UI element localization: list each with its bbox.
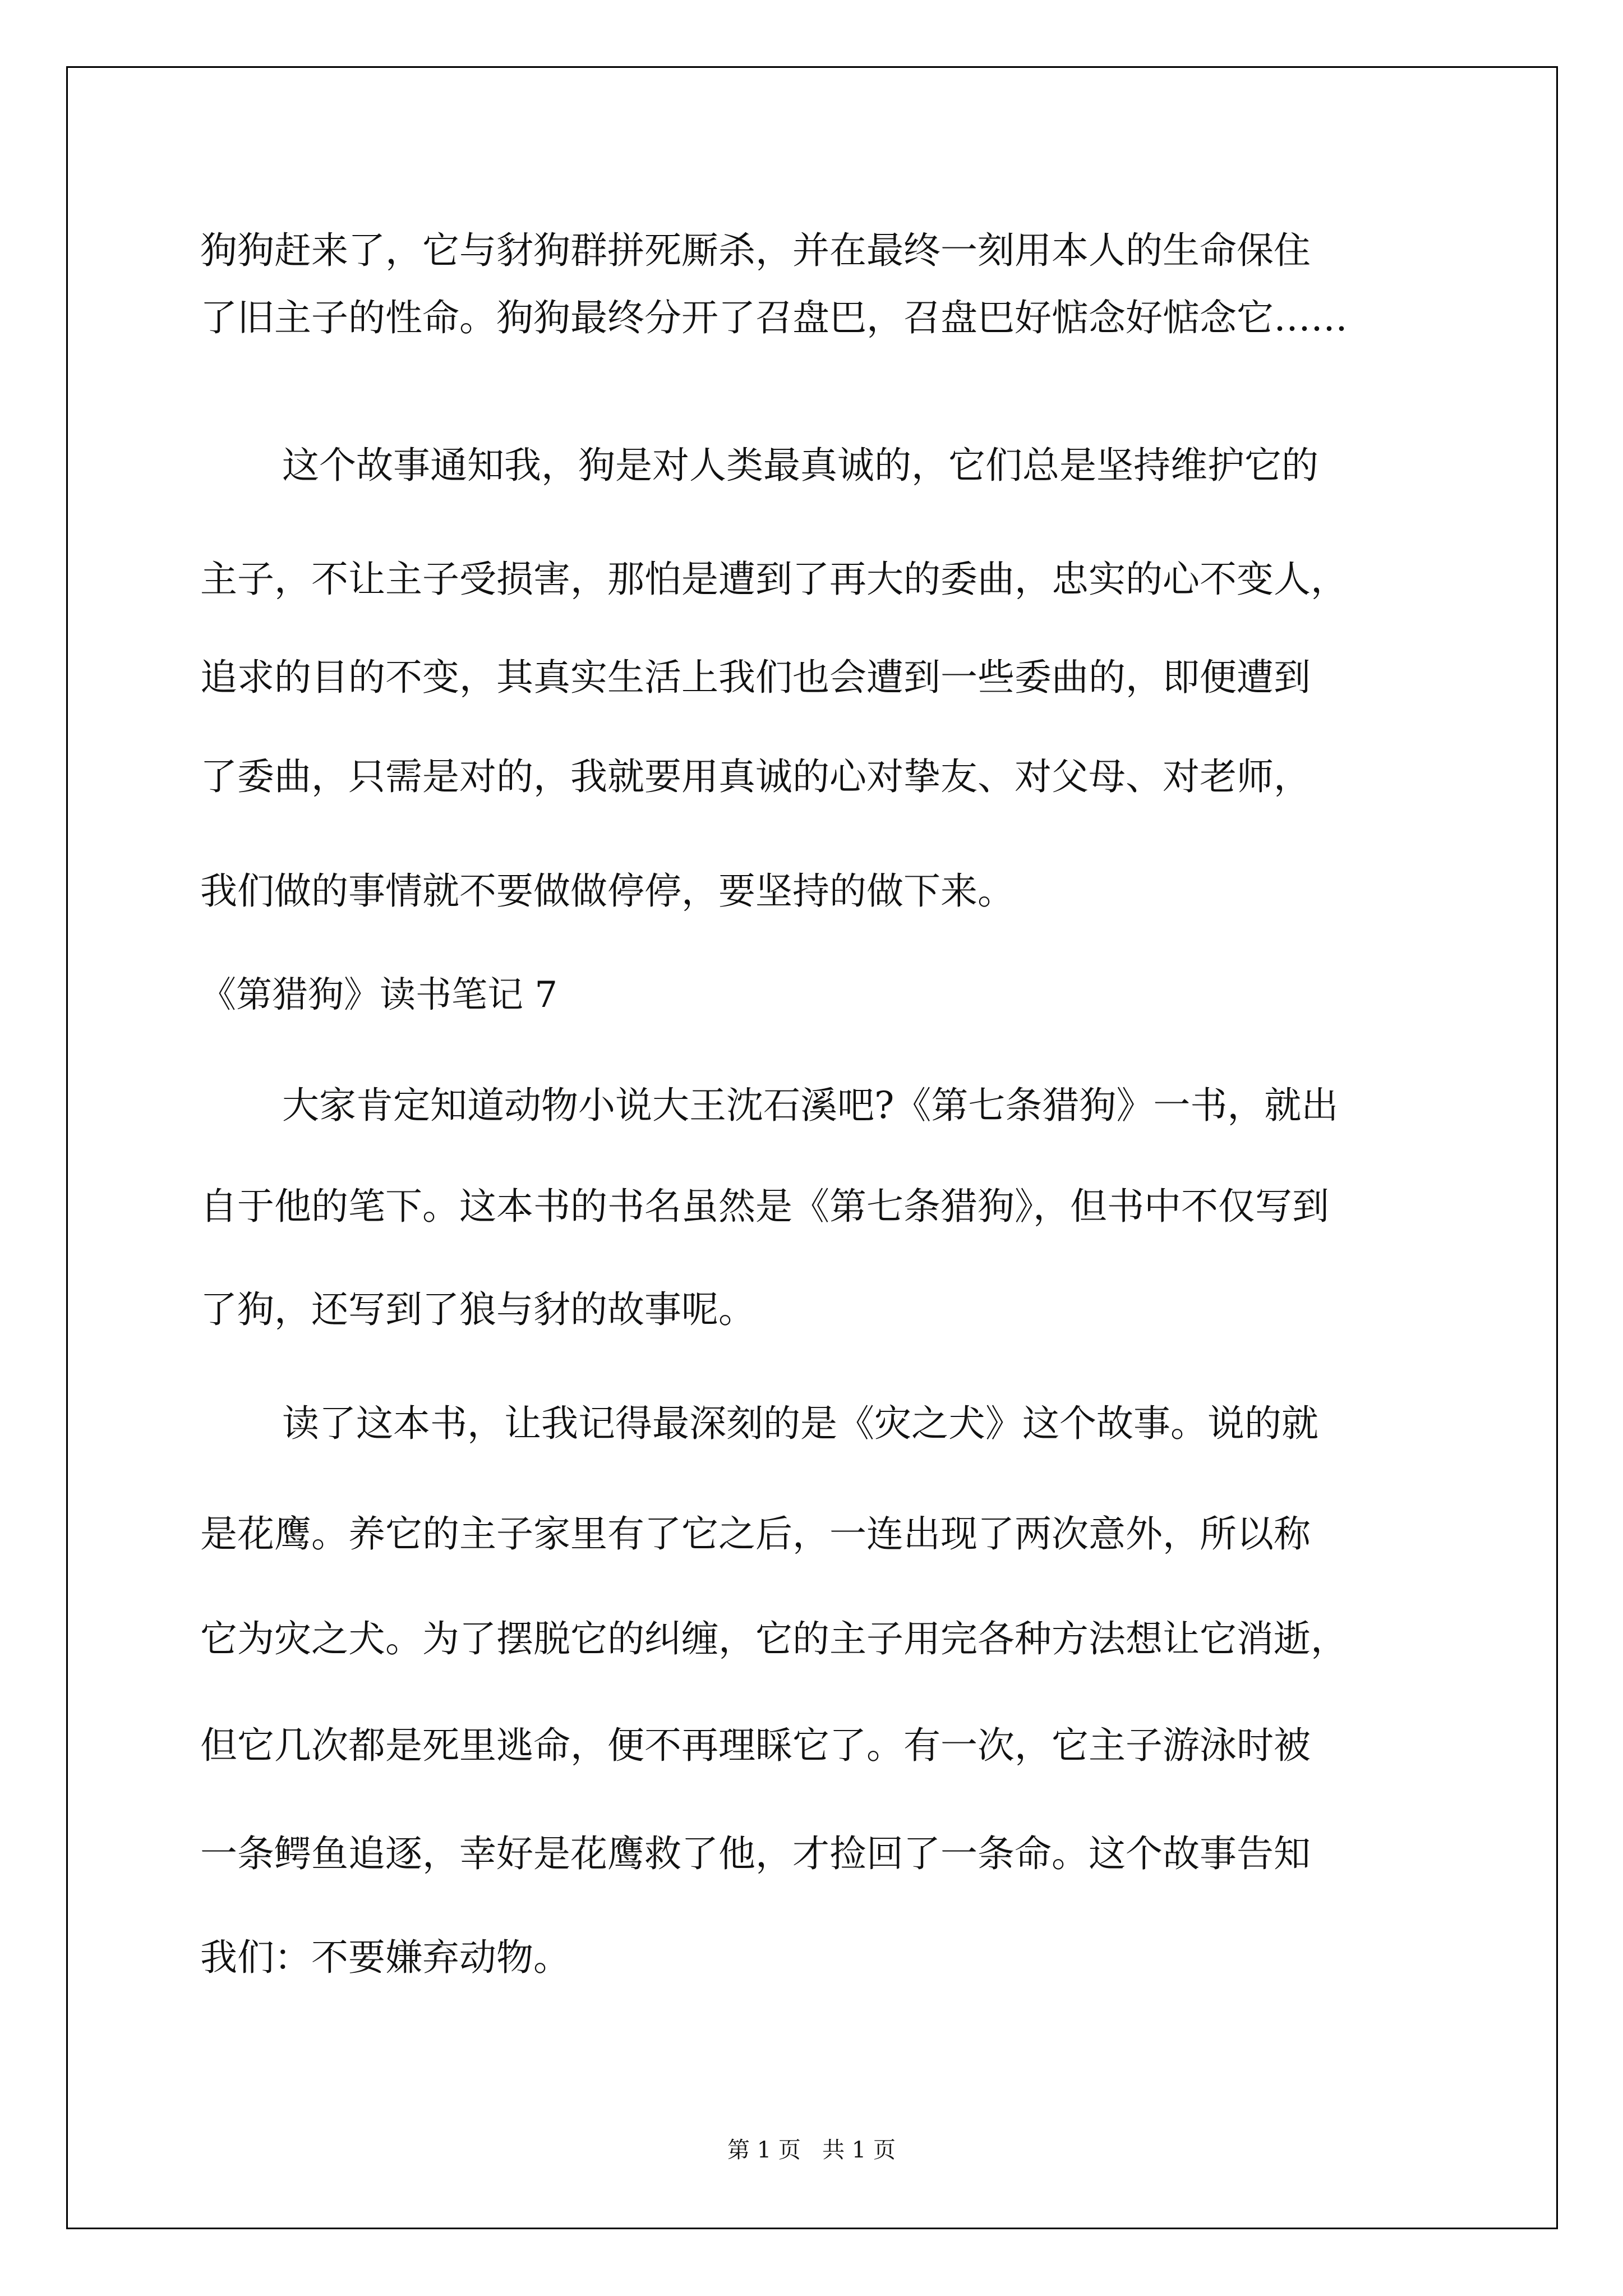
page-border <box>66 66 1558 2229</box>
text-line: 我们做的事情就不要做做停停，要坚持的做下来。 <box>200 869 1015 913</box>
text-line: 我们：不要嫌弃动物。 <box>200 1936 570 1979</box>
text-line: 一条鳄鱼追逐，幸好是花鹰救了他，才捡回了一条命。这个故事告知 <box>200 1832 1311 1875</box>
text-line: 是花鹰。养它的主子家里有了它之后，一连出现了两次意外，所以称 <box>200 1512 1311 1556</box>
text-line: 它为灾之犬。为了摆脱它的纠缠，它的主子用完各种方法想让它消逝， <box>200 1617 1348 1660</box>
text-line: 了狗，还写到了狼与豺的故事呢。 <box>200 1288 755 1331</box>
text-line: 大家肯定知道动物小说大王沈石溪吧?《第七条猎狗》一书，就出 <box>282 1084 1339 1127</box>
text-line: 狗狗赶来了，它与豺狗群拼死厮杀，并在最终一刻用本人的生命保住 <box>200 229 1311 272</box>
text-line: 自于他的笔下。这本书的书名虽然是《第七条猎狗》，但书中不仅写到 <box>200 1185 1329 1228</box>
text-line: 了旧主子的性命。狗狗最终分开了召盘巴，召盘巴好惦念好惦念它…… <box>200 296 1348 339</box>
text-line: 主子，不让主子受损害，那怕是遭到了再大的委曲，忠实的心不变人， <box>200 558 1348 601</box>
text-line: 了委曲，只需是对的，我就要用真诚的心对挚友、对父母、对老师， <box>200 755 1311 798</box>
text-line: 但它几次都是死里逃命，便不再理睬它了。有一次，它主子游泳时被 <box>200 1724 1311 1767</box>
text-line: 这个故事通知我，狗是对人类最真诚的，它们总是坚持维护它的 <box>282 444 1318 487</box>
text-line: 追求的目的不变，其真实生活上我们也会遭到一些委曲的，即便遭到 <box>200 656 1311 699</box>
text-line: 读了这本书，让我记得最深刻的是《灾之犬》这个故事。说的就 <box>282 1402 1318 1445</box>
page-footer: 第 1 页 共 1 页 <box>727 2137 896 2163</box>
section-heading: 《第猎狗》读书笔记 7 <box>200 974 558 1016</box>
